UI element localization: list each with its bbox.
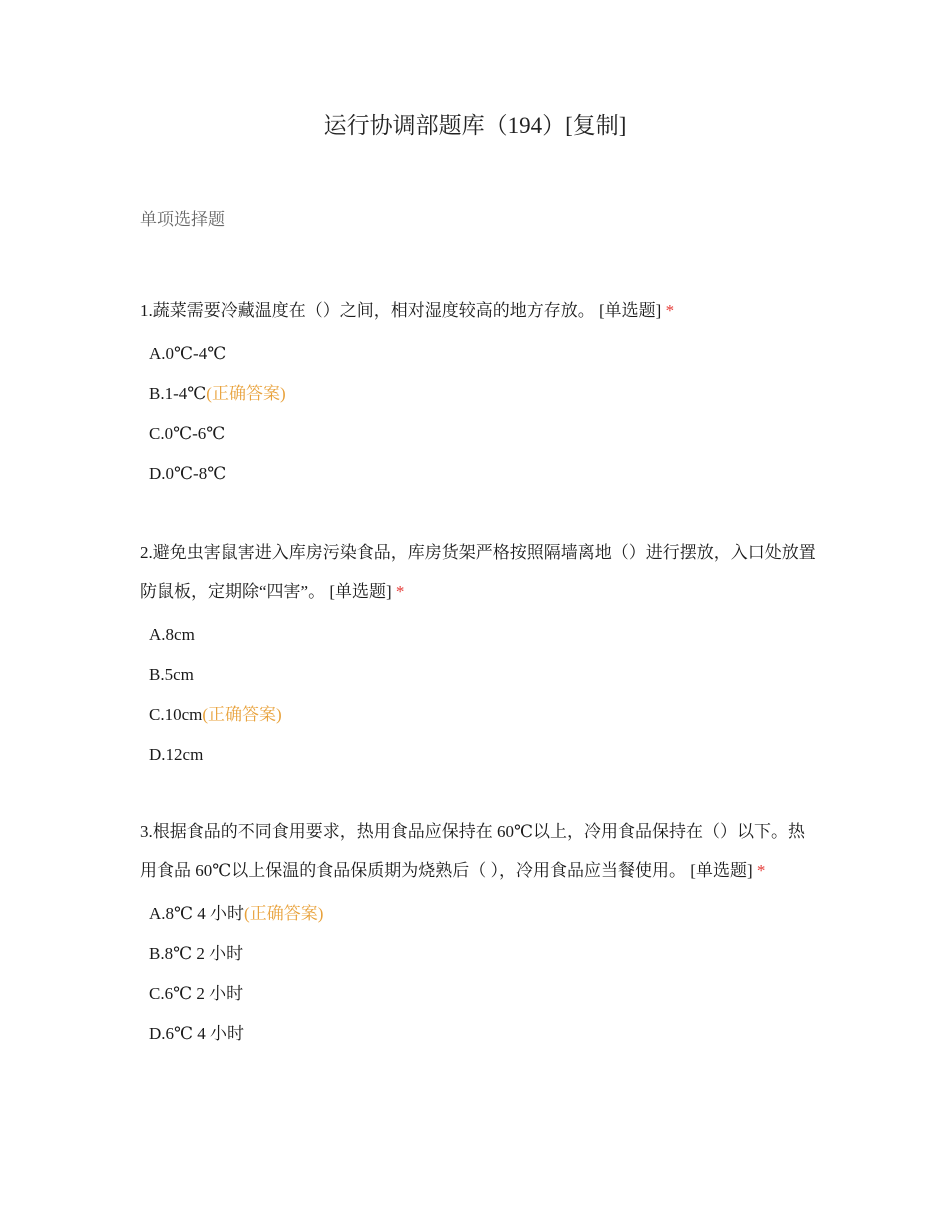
section-heading: 单项选择题 [140,210,225,230]
option-b [140,934,820,974]
option-c [140,414,820,454]
option-label: A.8℃ 4 小时 [149,904,245,923]
correct-answer-note: (正确答案) [206,384,286,403]
page-title: 运行协调部题库（194）[复制] [323,113,627,138]
option-d [140,735,820,775]
option-label: C.6℃ 2 小时 [149,984,244,1003]
option-d [140,454,820,494]
option-a [140,615,820,655]
option-a [140,894,820,934]
required-mark: * [756,861,766,880]
option-label: D.0℃-8℃ [149,464,227,483]
option-list [140,615,820,775]
question-3 [140,812,820,1054]
required-mark: * [665,301,675,320]
option-a [140,334,820,374]
option-label: A.8cm [149,625,195,644]
option-d [140,1014,820,1054]
option-c [140,974,820,1014]
option-label: B.1-4℃ [149,384,207,403]
question-stem: 2.避免虫害鼠害进入库房污染食品，库房货架严格按照隔墙离地（）进行摆放，入口处放置防鼠板，定期除“四害”。 [140,543,816,601]
option-label: B.8℃ 2 小时 [149,944,244,963]
question-stem: 1.蔬菜需要冷藏温度在（）之间，相对湿度较高的地方存放。 [140,301,595,320]
option-list [140,894,820,1054]
option-b [140,374,820,414]
question-text [140,812,820,890]
question-text [140,291,820,330]
option-label: C.0℃-6℃ [149,424,226,443]
required-mark: * [395,582,405,601]
option-label: D.12cm [149,745,204,764]
question-type: [单选题] [690,861,753,880]
question-1 [140,291,820,494]
correct-answer-note: (正确答案) [244,904,324,923]
option-label: A.0℃-4℃ [149,344,227,363]
option-label: C.10cm [149,705,203,724]
option-c [140,695,820,735]
option-list [140,334,820,494]
question-text [140,533,820,611]
question-2 [140,533,820,775]
correct-answer-note: (正确答案) [202,705,282,724]
question-type: [单选题] [329,582,392,601]
question-type: [单选题] [599,301,662,320]
option-b [140,655,820,695]
option-label: B.5cm [149,665,194,684]
option-label: D.6℃ 4 小时 [149,1024,245,1043]
question-stem: 3.根据食品的不同食用要求，热用食品应保持在 60℃以上，冷用食品保持在（）以下。热用食品 60℃以上保温的食品保质期为烧熟后（ ），冷用食品应当餐使用。 [140,822,806,880]
